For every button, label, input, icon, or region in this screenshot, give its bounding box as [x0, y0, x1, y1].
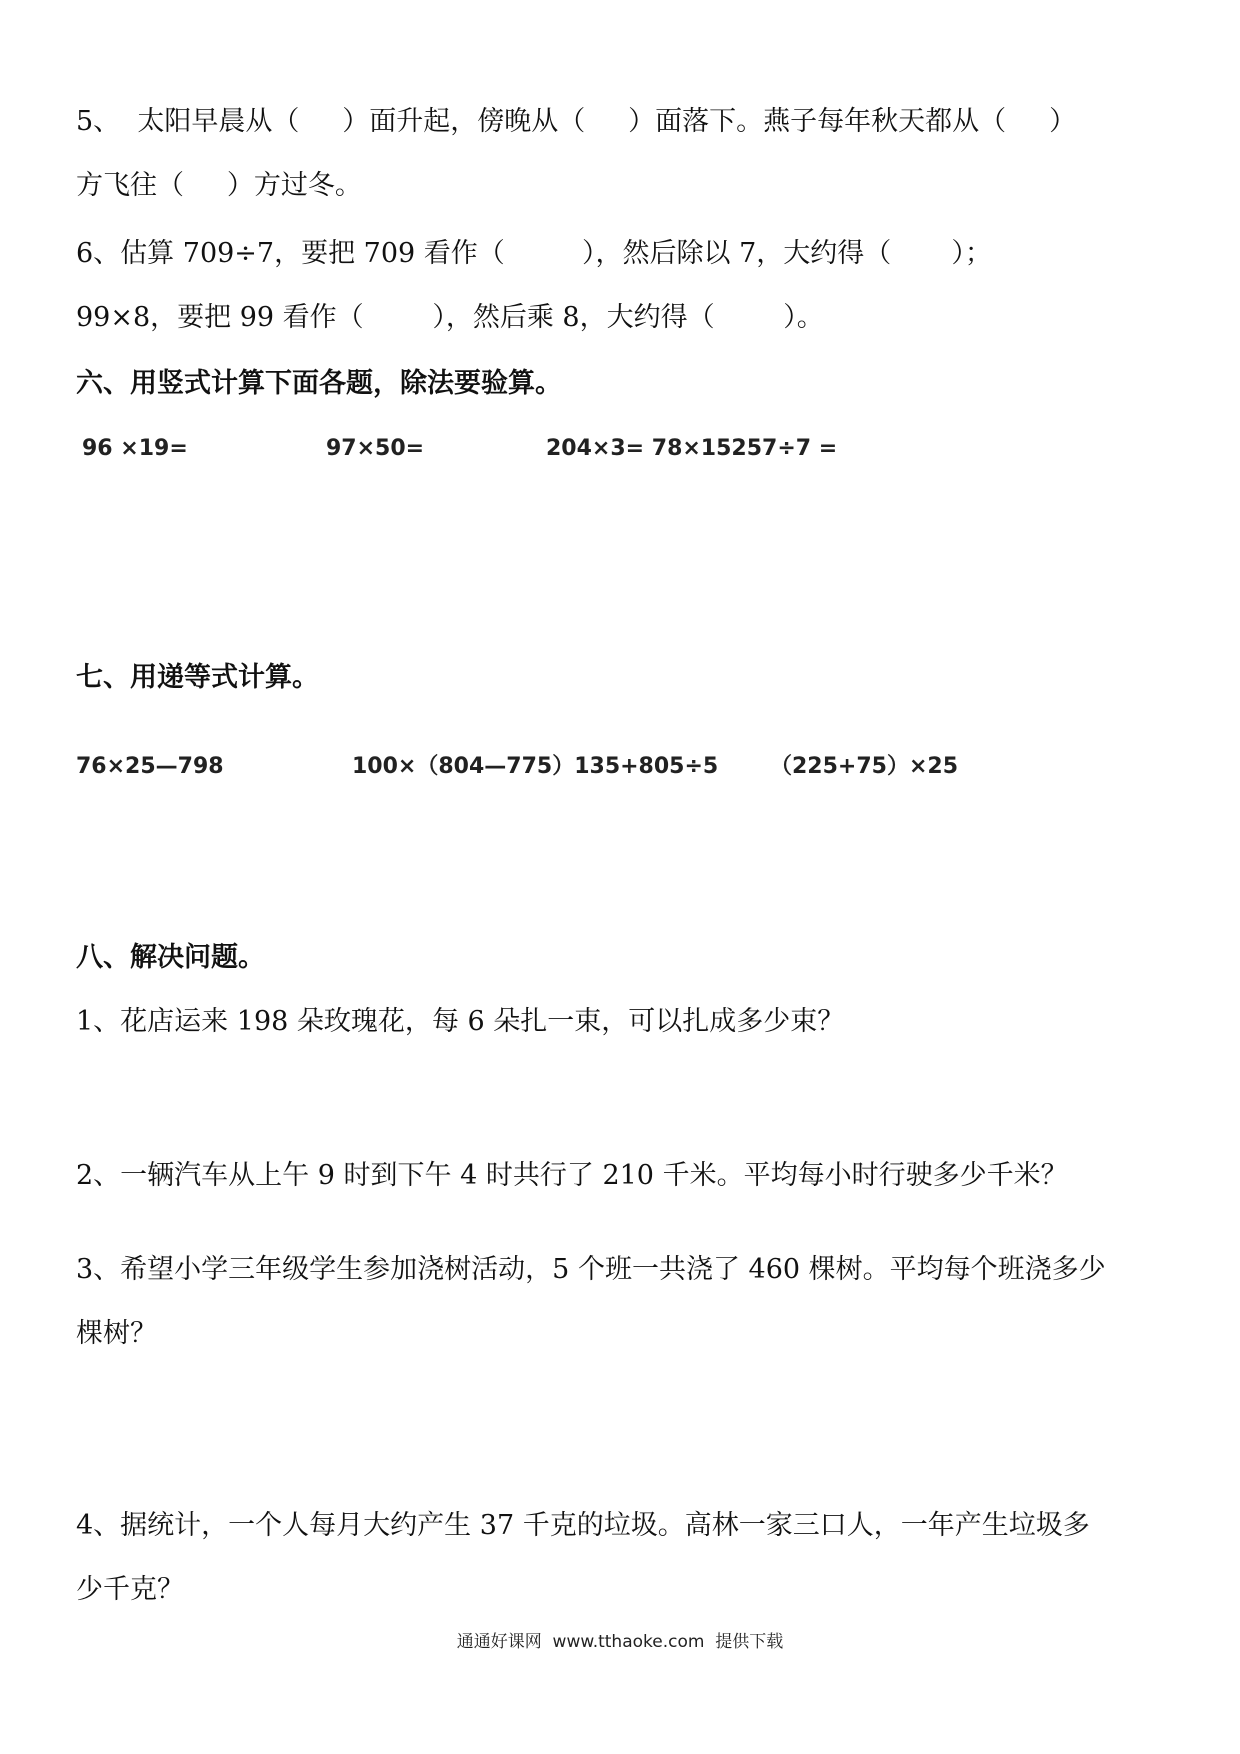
word-problem-2: 2、一辆汽车从上午 9 时到下午 4 时共行了 210 千米。平均每小时行驶多少千米？	[76, 1160, 1068, 1191]
step-calc-problem-2: 100×（804—775）135+805÷5	[352, 754, 719, 779]
step-calc-problem-3: （225+75）×25	[770, 754, 959, 779]
word-problem-1: 1、花店运来 198 朵玫瑰花，每 6 朵扎一束，可以扎成多少束？	[76, 1006, 845, 1037]
fill-in-question-6-line-1: 6、估算 709÷7，要把 709 看作（ ），然后除以 7，大约得（ ）；	[76, 238, 992, 269]
section-6-heading: 六、用竖式计算下面各题，除法要验算。	[76, 368, 562, 399]
fill-in-question-5-line-2: 方飞往（ ）方过冬。	[76, 170, 362, 201]
vertical-calc-problem-2: 97×50=	[326, 436, 425, 461]
fill-in-question-6-line-2: 99×8，要把 99 看作（ ），然后乘 8，大约得（ ）。	[76, 302, 824, 333]
word-problem-3-line-1: 3、希望小学三年级学生参加浇树活动，5 个班一共浇了 460 棵树。平均每个班浇多少	[76, 1254, 1106, 1285]
word-problem-3-line-2: 棵树？	[76, 1318, 157, 1349]
footer-source-note: 通通好课网 www.tthaoke.com 提供下载	[456, 1632, 784, 1652]
word-problem-4-line-1: 4、据统计，一个人每月大约产生 37 千克的垃圾。高林一家三口人，一年产生垃圾多	[76, 1510, 1090, 1541]
section-7-heading: 七、用递等式计算。	[76, 662, 319, 693]
vertical-calc-problem-1: 96 ×19=	[82, 436, 188, 461]
step-calc-problem-1: 76×25—798	[76, 754, 224, 779]
fill-in-question-5-line-1: 5、 太阳早晨从（ ）面升起，傍晚从（ ）面落下。燕子每年秋天都从（ ）	[76, 106, 1077, 137]
word-problem-4-line-2: 少千克？	[76, 1574, 184, 1605]
vertical-calc-problem-3: 204×3= 78×15257÷7 =	[546, 436, 838, 461]
section-8-heading: 八、解决问题。	[76, 942, 265, 973]
